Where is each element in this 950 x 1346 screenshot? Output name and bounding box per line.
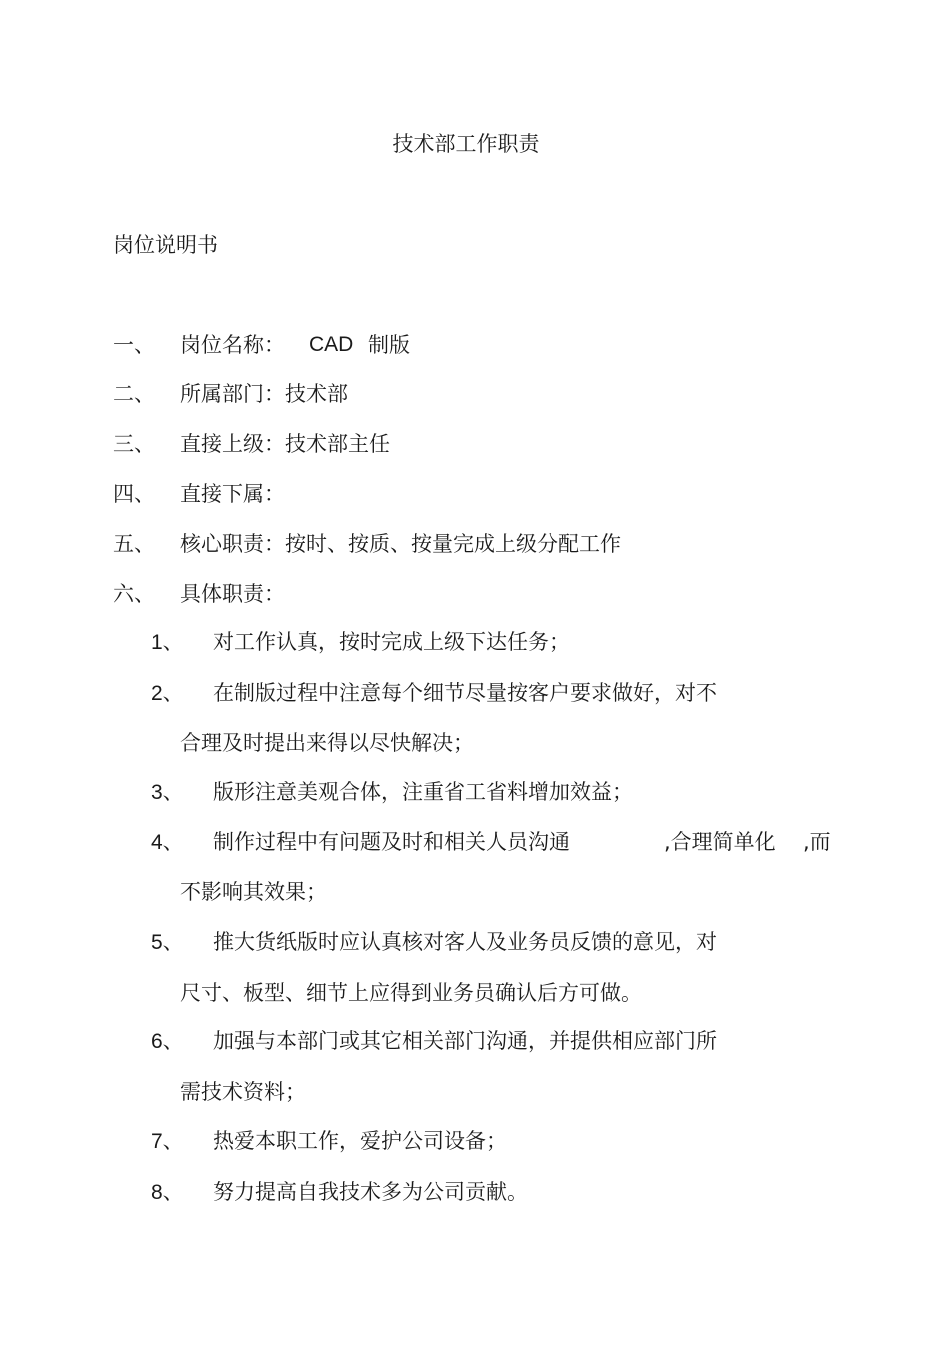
section-value: 制版: [368, 333, 410, 357]
duty-item: [151, 677, 717, 710]
section-number: 二、: [113, 382, 155, 406]
section-item: [113, 528, 621, 560]
duty-text: 版形注意美观合体，注重省工省料增加效益；: [213, 780, 633, 804]
section-item: [113, 578, 285, 610]
section-text: 具体职责：: [180, 582, 285, 606]
section-number: 四、: [113, 482, 155, 506]
section-item: [113, 329, 410, 361]
section-text: 所属部门：技术部: [180, 382, 348, 406]
duty-number: 5、: [151, 931, 184, 954]
duty-number: 8、: [151, 1181, 184, 1204]
section-number: 五、: [113, 532, 155, 556]
duty-item: [151, 1025, 717, 1058]
section-label: 岗位名称：: [180, 333, 285, 357]
duty-number: 4、: [151, 831, 184, 854]
duty-number: 2、: [151, 682, 184, 705]
section-text: 核心职责：按时、按质、按量完成上级分配工作: [180, 532, 621, 556]
duty-text: 推大货纸版时应认真核对客人及业务员反馈的意见，对: [213, 930, 717, 954]
duty-text-continued: 合理及时提出来得以尽快解决；: [180, 731, 474, 755]
duty-item: [151, 1125, 507, 1158]
page-title: 技术部工作职责: [392, 132, 540, 156]
section-text: 直接上级：技术部主任: [180, 432, 390, 456]
duty-text: 努力提高自我技术多为公司贡献。: [213, 1180, 528, 1204]
duty-text-part: ,而: [803, 830, 831, 854]
duty-item: [151, 926, 717, 959]
section-number: 六、: [113, 582, 155, 606]
duty-number: 7、: [151, 1130, 184, 1153]
duty-text-continued: 尺寸、板型、细节上应得到业务员确认后方可做。: [180, 981, 642, 1005]
duty-text-continued: 需技术资料；: [180, 1080, 306, 1104]
duty-item: [151, 626, 570, 659]
section-number: 三、: [113, 432, 155, 456]
duty-text-part: ,合理简单化: [664, 830, 776, 854]
duty-text: 加强与本部门或其它相关部门沟通，并提供相应部门所: [213, 1029, 717, 1053]
duty-number: 6、: [151, 1030, 184, 1053]
duty-text: 制作过程中有问题及时和相关人员沟通: [213, 830, 570, 854]
section-item: [113, 478, 285, 510]
section-text: 直接下属：: [180, 482, 285, 506]
duty-text: 在制版过程中注意每个细节尽量按客户要求做好，对不: [213, 681, 717, 705]
section-item: [113, 378, 348, 410]
duty-item: [151, 1176, 528, 1209]
duty-number: 1、: [151, 631, 184, 654]
section-value-latin: CAD: [309, 333, 354, 356]
duty-text: 热爱本职工作，爱护公司设备；: [213, 1129, 507, 1153]
duty-item: [151, 826, 831, 859]
duty-text: 对工作认真，按时完成上级下达任务；: [213, 630, 570, 654]
duty-item: [151, 776, 633, 809]
duty-text-continued: 不影响其效果；: [180, 880, 327, 904]
section-number: 一、: [113, 333, 155, 357]
duty-number: 3、: [151, 781, 184, 804]
document-subtitle: 岗位说明书: [113, 233, 218, 257]
section-item: [113, 428, 390, 460]
